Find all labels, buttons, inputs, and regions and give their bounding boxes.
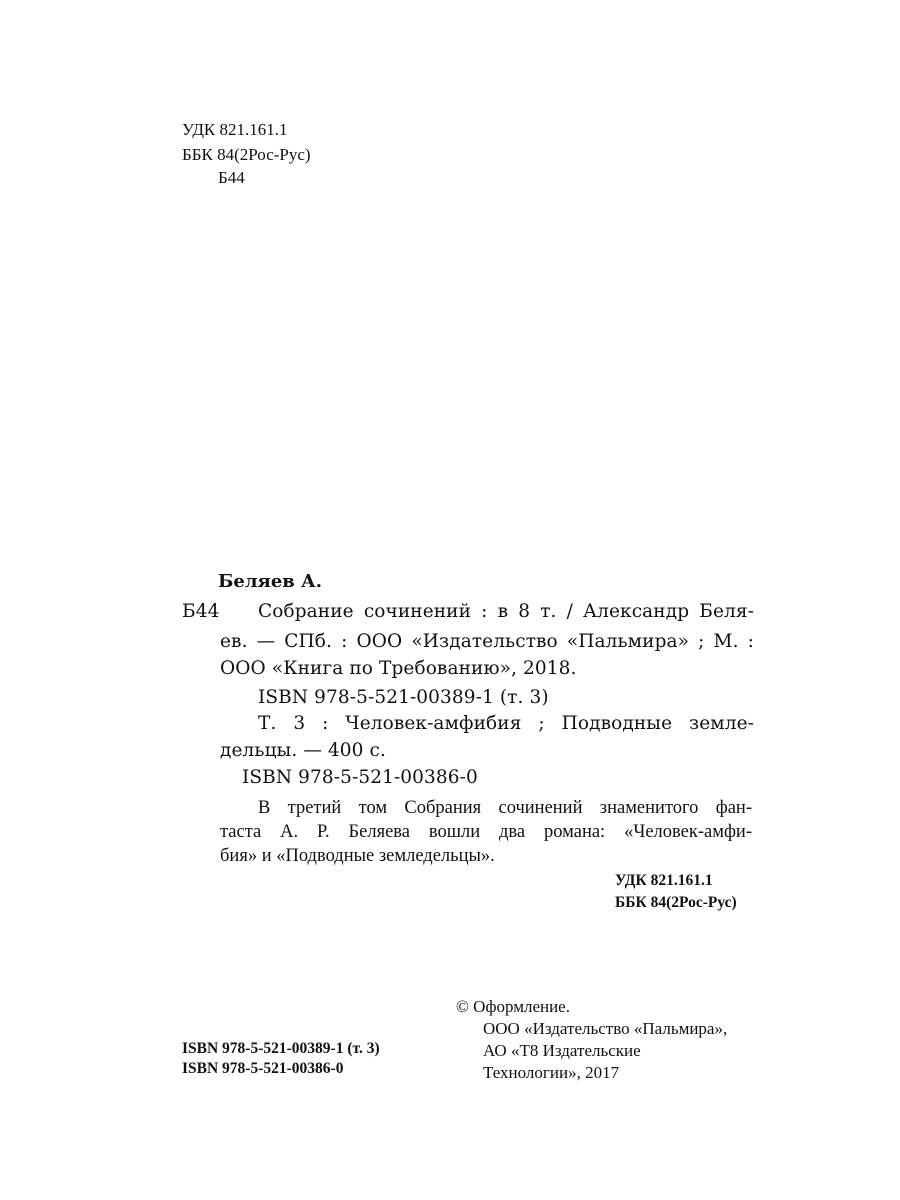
copyright-line-2: ООО «Издательство «Пальмира»,	[483, 1019, 728, 1038]
isbn-bottom-set: ISBN 978-5-521-00386-0	[182, 1060, 344, 1077]
annotation-line-2: таста А. Р. Беляева вошли два романа: «Человек-амфи-	[220, 822, 752, 842]
author-sign-card: Б44	[182, 601, 220, 622]
udk-code-bottom: УДК 821.161.1	[615, 872, 713, 889]
isbn-volume: ISBN 978-5-521-00389-1 (т. 3)	[258, 687, 549, 708]
udk-code-top: УДК 821.161.1	[182, 120, 288, 139]
volume-line-1: Т. 3 : Человек-амфибия ; Подводные земле-	[258, 713, 754, 734]
copyright-line-4: Технологии», 2017	[483, 1063, 620, 1082]
annotation-line-1: В третий том Собрания сочинений знаменитого фан-	[258, 798, 752, 818]
copyright-line-3: АО «Т8 Издательские	[483, 1041, 641, 1060]
author-name: Беляев А.	[218, 571, 322, 592]
title-line-1: Собрание сочинений : в 8 т. / Александр Беля-	[258, 601, 754, 622]
bbk-code-bottom: ББК 84(2Рос-Рус)	[615, 894, 737, 911]
isbn-set: ISBN 978-5-521-00386-0	[242, 767, 478, 788]
author-sign-top: Б44	[218, 168, 245, 187]
title-line-3: ООО «Книга по Требованию», 2018.	[220, 658, 577, 679]
bbk-code-top: ББК 84(2Рос-Рус)	[182, 145, 311, 164]
volume-line-2: дельцы. — 400 с.	[220, 740, 386, 761]
title-line-2: ев. — СПб. : ООО «Издательство «Пальмира» ; М. :	[220, 631, 754, 652]
copyright-line-1: © Оформление.	[456, 997, 570, 1016]
annotation-line-3: бия» и «Подводные земледельцы».	[220, 846, 495, 866]
isbn-bottom-volume: ISBN 978-5-521-00389-1 (т. 3)	[182, 1040, 380, 1057]
